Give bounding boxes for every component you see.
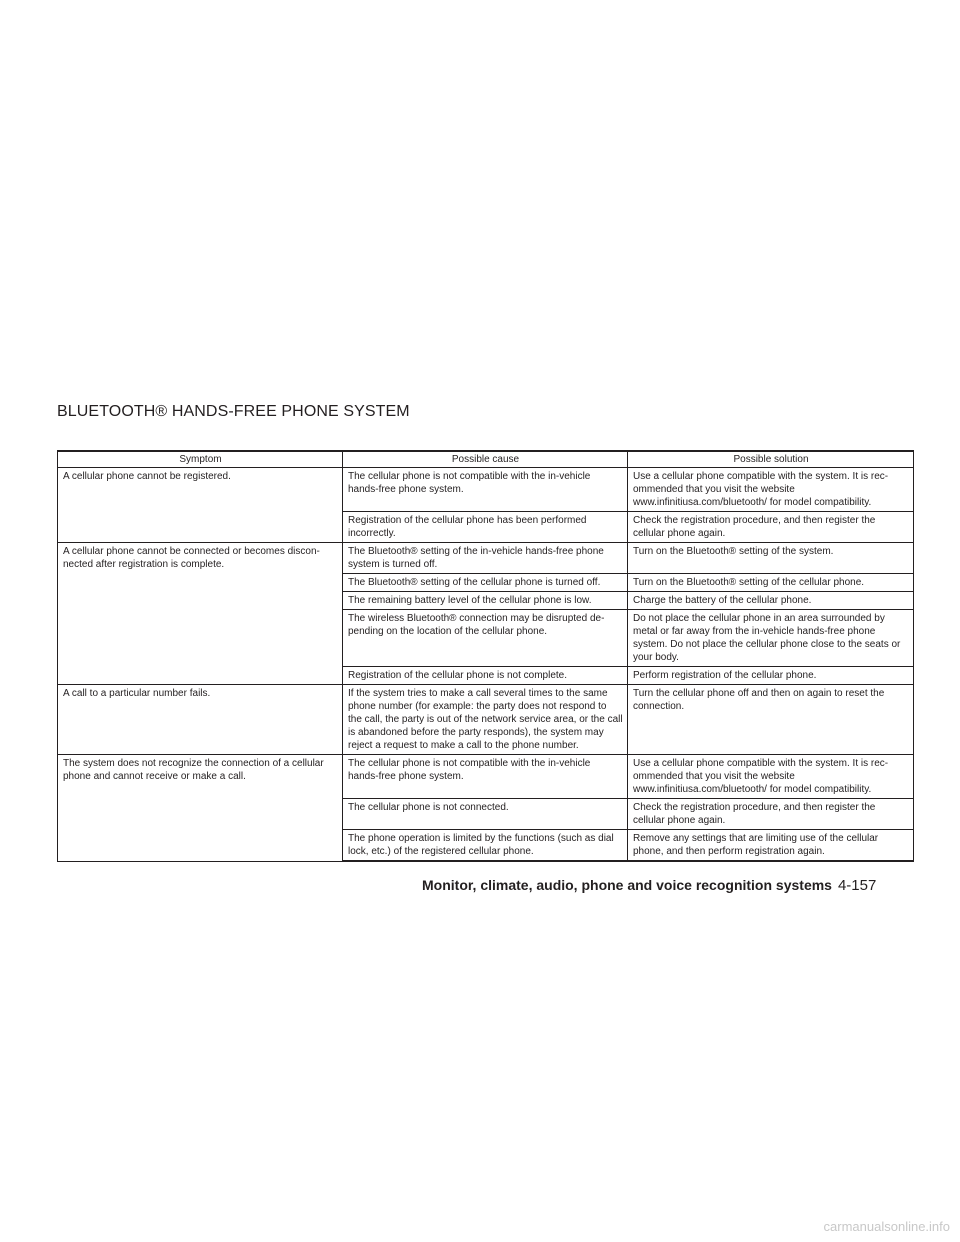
symptom-cell: The system does not recognize the connection of a cellular phone and cannot receive or make a call. <box>58 755 343 862</box>
symptom-cell: A cellular phone cannot be registered. <box>58 468 343 543</box>
cause-cell: The Bluetooth® setting of the cellular phone is turned off. <box>343 574 628 592</box>
cause-cell: If the system tries to make a call several times to the same phone number (for example: the party does not respond to the call, the party is out of the network service area, or the call is abandoned before the party responds), the system may reject a request to make a call to the phone number. <box>343 685 628 755</box>
header-possible-cause: Possible cause <box>343 451 628 468</box>
solution-cell: Use a cellular phone compatible with the system. It is rec-ommended that you visit the website www.infinitiusa.com/bluetooth/ for model compatibility. <box>628 755 914 799</box>
solution-cell: Turn the cellular phone off and then on again to reset the connection. <box>628 685 914 755</box>
cause-cell: Registration of the cellular phone is not complete. <box>343 667 628 685</box>
table-header <box>58 451 914 468</box>
troubleshooting-table <box>57 450 914 862</box>
header-possible-solution: Possible solution <box>628 451 914 468</box>
symptom-cell: A cellular phone cannot be connected or becomes discon-nected after registration is complete. <box>58 543 343 685</box>
cause-cell: The cellular phone is not connected. <box>343 799 628 830</box>
solution-cell: Perform registration of the cellular phone. <box>628 667 914 685</box>
cause-cell: The cellular phone is not compatible with the in-vehicle hands-free phone system. <box>343 468 628 512</box>
symptom-cell: A call to a particular number fails. <box>58 685 343 755</box>
solution-cell: Turn on the Bluetooth® setting of the cellular phone. <box>628 574 914 592</box>
solution-cell: Check the registration procedure, and then register the cellular phone again. <box>628 799 914 830</box>
header-symptom: Symptom <box>58 451 343 468</box>
table-row <box>58 468 914 512</box>
solution-cell: Check the registration procedure, and then register the cellular phone again. <box>628 512 914 543</box>
table-header-row <box>58 451 914 468</box>
cause-cell: The phone operation is limited by the functions (such as dial lock, etc.) of the registered cellular phone. <box>343 830 628 862</box>
cause-cell: Registration of the cellular phone has been performed incorrectly. <box>343 512 628 543</box>
table-row <box>58 685 914 755</box>
solution-cell: Charge the battery of the cellular phone. <box>628 592 914 610</box>
page-footer <box>422 877 876 894</box>
solution-cell: Remove any settings that are limiting use of the cellular phone, and then perform registration again. <box>628 830 914 862</box>
footer-page-number: 4-157 <box>837 877 877 894</box>
cause-cell: The wireless Bluetooth® connection may be disrupted de-pending on the location of the cellular phone. <box>343 610 628 667</box>
table-row <box>58 543 914 574</box>
solution-cell: Use a cellular phone compatible with the system. It is rec-ommended that you visit the website www.infinitiusa.com/bluetooth/ for model compatibility. <box>628 468 914 512</box>
footer-section-title: Monitor, climate, audio, phone and voice recognition systems <box>422 877 832 893</box>
cause-cell: The cellular phone is not compatible with the in-vehicle hands-free phone system. <box>343 755 628 799</box>
solution-cell: Turn on the Bluetooth® setting of the system. <box>628 543 914 574</box>
cause-cell: The remaining battery level of the cellular phone is low. <box>343 592 628 610</box>
section-title: BLUETOOTH® HANDS-FREE PHONE SYSTEM <box>57 403 410 420</box>
table-body <box>58 468 914 862</box>
solution-cell: Do not place the cellular phone in an area surrounded by metal or far away from the in-vehicle hands-free phone system. Do not place the cellular phone close to the seats or your body. <box>628 610 914 667</box>
watermark: carmanualsonline.info <box>823 1219 950 1234</box>
table-row <box>58 755 914 799</box>
cause-cell: The Bluetooth® setting of the in-vehicle hands-free phone system is turned off. <box>343 543 628 574</box>
